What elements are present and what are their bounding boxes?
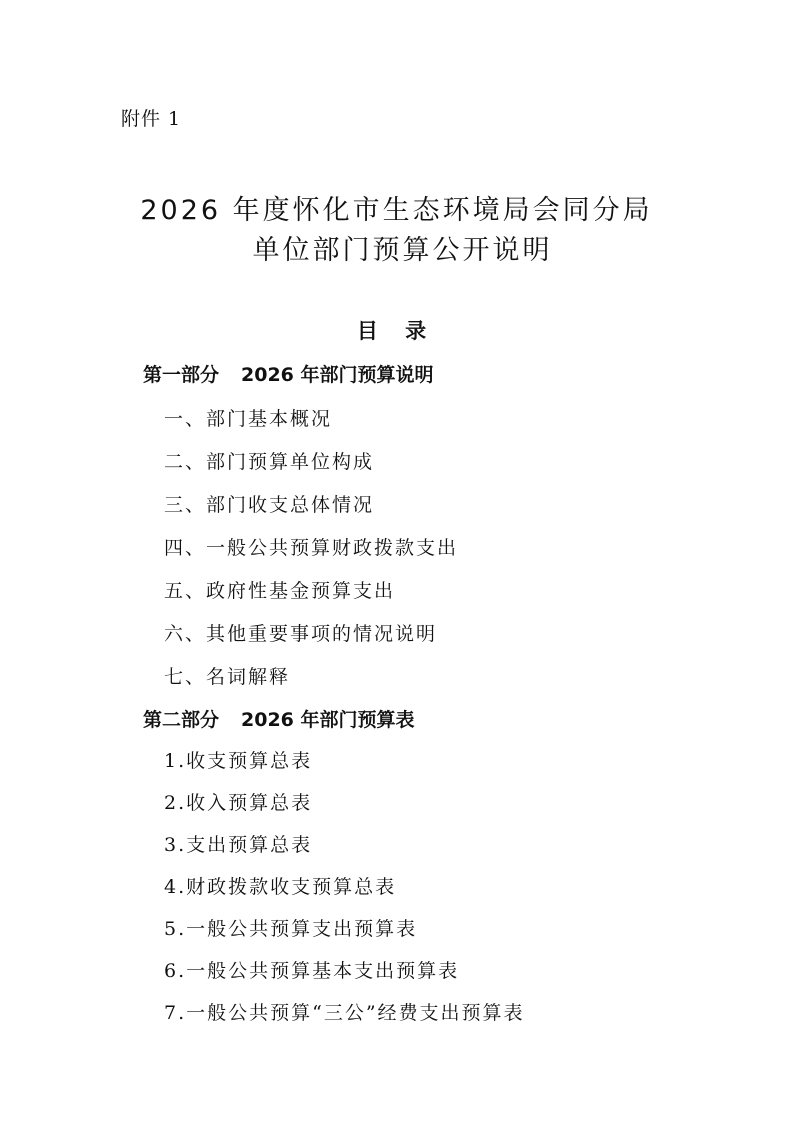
toc-part-1-heading [143,360,434,387]
toc-part-1-title: 2026 年部门预算说明 [241,364,434,386]
document-title-line-1: 2026 年度怀化市生态环境局会同分局 [140,195,653,226]
toc-heading: 目 录 [356,319,437,343]
toc-entry: 5.一般公共预算支出预算表 [164,918,418,940]
toc-entry: 五、政府性基金预算支出 [164,580,396,602]
toc-entry: 7.一般公共预算“三公”经费支出预算表 [164,1002,525,1024]
toc-entry: 4.财政拨款收支预算总表 [164,876,397,898]
toc-entry: 二、部门预算单位构成 [164,451,375,473]
toc-entry: 3.支出预算总表 [164,834,313,856]
toc-entry: 三、部门收支总体情况 [164,494,375,516]
toc-part-1-label: 第一部分 [143,364,220,386]
document-title-line-2: 单位部门预算公开说明 [252,235,553,266]
toc-entry: 六、其他重要事项的情况说明 [164,623,438,645]
toc-entry: 1.收支预算总表 [164,750,313,772]
toc-entry: 2.收入预算总表 [164,792,313,814]
toc-entry: 6.一般公共预算基本支出预算表 [164,960,460,982]
toc-part-2-heading [143,705,415,732]
toc-entry: 七、名词解释 [164,666,291,688]
toc-entry: 一、部门基本概况 [164,408,333,430]
toc-part-2-label: 第二部分 [143,709,220,731]
toc-entry: 四、一般公共预算财政拨款支出 [164,537,459,559]
attachment-label: 附件 1 [121,108,182,130]
toc-part-2-title: 2026 年部门预算表 [241,709,415,731]
